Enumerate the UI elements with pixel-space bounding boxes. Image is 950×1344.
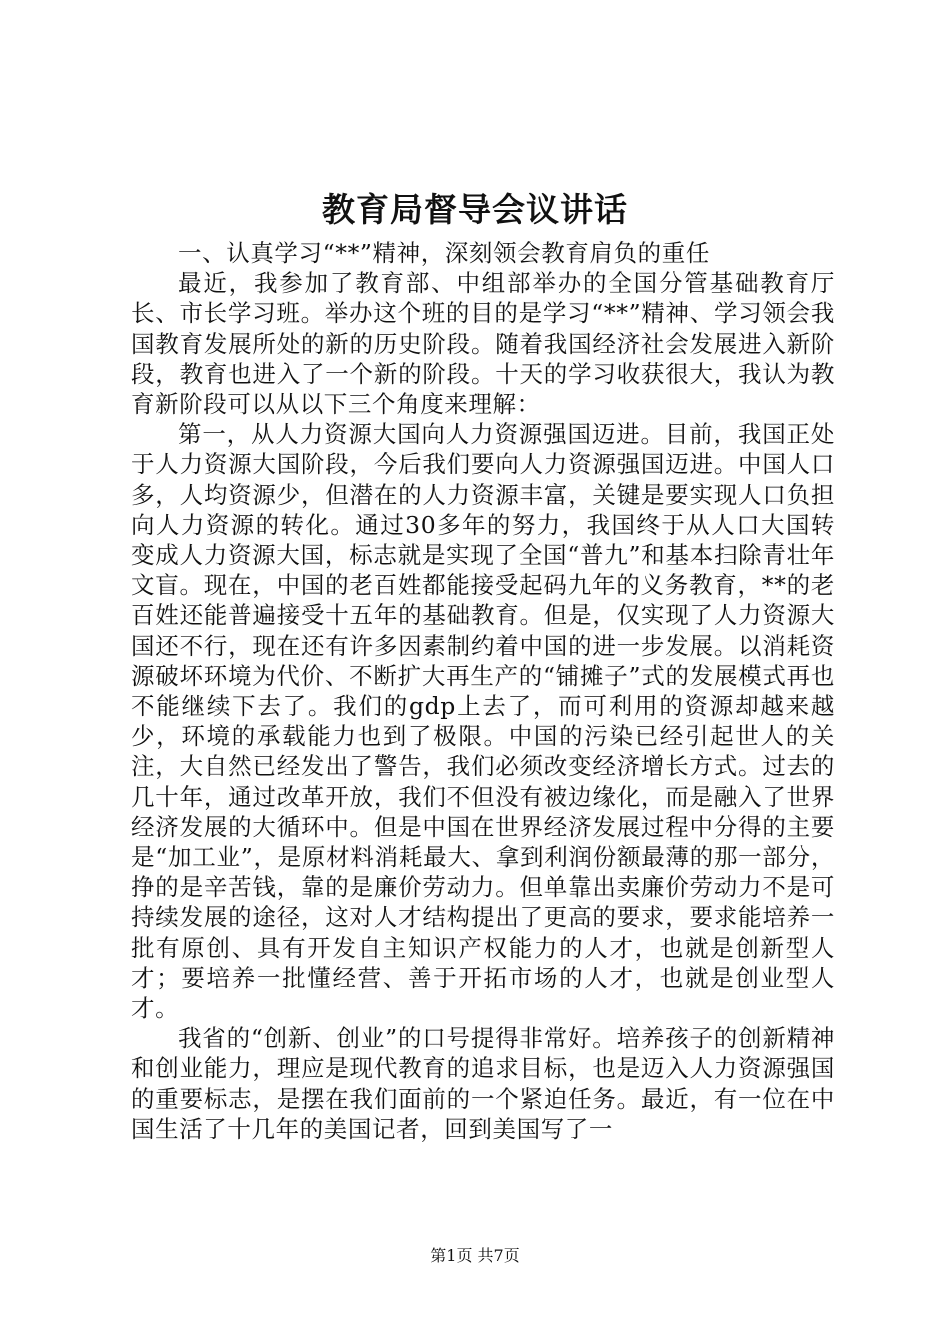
paragraph: 第一，从人力资源大国向人力资源强国迈进。目前，我国正处于人力资源大国阶段，今后我们要向人力资源强国迈进。中国人口多，人均资源少，但潜在的人力资源丰富，关键是要实现人口负担向人力资源的转化。通过30多年的努力，我国终于从人口大国转变成人力资源大国，标志就是实现了全国“普九”和基本扫除青壮年文盲。现在，中国的老百姓都能接受起码九年的义务教育，**的老百姓还能普遍接受十五年的基础教育。但是，仅实现了人力资源大国还不行，现在还有许多因素制约着中国的进一步发展。以消耗资源破坏环境为代价、不断扩大再生产的“铺摊子”式的发展模式再也不能继续下去了。我们的gdp上去了，而可利用的资源却越来越少，环境的承载能力也到了极限。中国的污染已经引起世人的关注，大自然已经发出了警告，我们必须改变经济增长方式。过去的几十年，通过改革开放，我们不但没有被边缘化，而是融入了世界经济发展的大循环中。但是中国在世界经济发展过程中分得的主要是“加工业”，是原材料消耗最大、拿到利润份额最薄的那一部分，挣的是辛苦钱，靠的是廉价劳动力。但单靠出卖廉价劳动力不是可持续发展的途径，这对人才结构提出了更高的要求，要求能培养一批有原创、具有开发自主知识产权能力的人才，也就是创新型人才；要培养一批懂经营、善于开拓市场的人才，也就是创业型人才。 (131, 420, 835, 1023)
paragraph: 我省的“创新、创业”的口号提得非常好。培养孩子的创新精神和创业能力，理应是现代教育的追求目标，也是迈入人力资源强国的重要标志，是摆在我们面前的一个紧迫任务。最近，有一位在中国生活了十几年的美国记者，回到美国写了一 (131, 1024, 835, 1143)
section-heading: 一、认真学习“**”精神，深刻领会教育肩负的重任 (178, 239, 710, 267)
document-title: 教育局督导会议讲话 (322, 190, 628, 229)
page-footer: 第1页 共7页 (430, 1246, 520, 1265)
paragraph: 最近，我参加了教育部、中组部举办的全国分管基础教育厅长、市长学习班。举办这个班的目的是学习“**”精神、学习领会我国教育发展所处的新的历史阶段。随着我国经济社会发展进入新阶段，教育也进入了一个新的阶段。十天的学习收获很大，我认为教育新阶段可以从以下三个角度来理解： (131, 269, 835, 419)
document-body (131, 238, 835, 1144)
